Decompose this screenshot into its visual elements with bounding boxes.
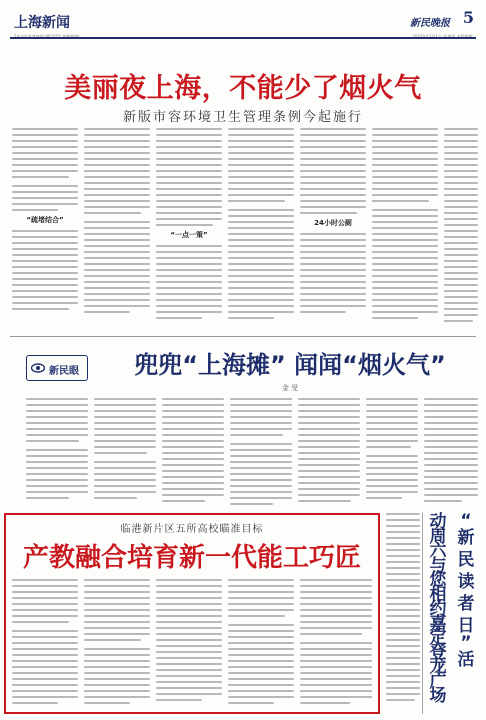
xinmin-eye-tag <box>26 355 88 381</box>
article2-column-2 <box>94 398 156 506</box>
sidebar-title-char: 约 <box>429 599 447 619</box>
masthead <box>10 6 476 36</box>
sidebar-title-char: 龙 <box>429 657 447 677</box>
article1-subheading-1: “疏堵结合” <box>26 216 64 224</box>
article3-column-1 <box>12 579 78 711</box>
article2-column-4 <box>230 398 292 506</box>
sidebar-title-char: “ <box>460 511 472 531</box>
article2-column-5 <box>298 398 360 506</box>
sidebar-title <box>424 511 480 711</box>
article1-column-4 <box>228 128 294 328</box>
sidebar-title-char: 读 <box>457 572 475 592</box>
page-number: 5 <box>462 8 474 27</box>
article1-column-5 <box>300 128 366 328</box>
sidebar-brief <box>386 513 480 714</box>
sidebar-title-char: 者 <box>457 594 475 614</box>
sidebar-title-char: 广 <box>429 671 447 692</box>
article1-headline: 美丽夜上海，不能少了烟火气 <box>64 73 422 104</box>
sidebar-title-char: 相 <box>429 584 447 605</box>
tag-label: 新民眼 <box>49 366 79 377</box>
article3-column-3 <box>156 579 222 711</box>
article1-column-1 <box>12 128 78 328</box>
sidebar-title-char: 您 <box>429 570 447 590</box>
article1-column-7 <box>444 128 478 328</box>
sidebar-title-char: 民 <box>457 550 475 570</box>
section-divider-1 <box>10 336 476 337</box>
sidebar-title-char: 新 <box>457 528 475 548</box>
article1-column-6 <box>372 128 438 328</box>
sidebar-title-char: 动 <box>429 512 447 532</box>
sidebar-title-char: 登 <box>429 642 447 663</box>
sidebar-title-char: 活 <box>457 650 475 670</box>
brand-logo: 新民晚报 <box>410 18 450 29</box>
article3-box <box>4 513 380 714</box>
masthead-rule <box>10 37 476 39</box>
article1-column-3 <box>156 128 222 328</box>
sidebar-title-char: 日 <box>457 616 475 636</box>
sidebar-rule <box>422 513 423 714</box>
article3-kicker: 临港新片区五所高校瞄准目标 <box>120 524 264 535</box>
article2-column-7 <box>424 398 478 506</box>
eye-icon <box>31 361 45 375</box>
sidebar-title-char: 定 <box>429 628 447 648</box>
sidebar-title-char: ” <box>460 633 472 653</box>
sidebar-title-col-1 <box>424 512 452 706</box>
article1-subhead: 新版市容环境卫生管理条例今起施行 <box>122 110 363 125</box>
article2-column-3 <box>162 398 224 506</box>
article2-column-6 <box>366 398 418 506</box>
article1-subheading-3: 24小时公厕 <box>314 219 352 227</box>
article1-column-2 <box>84 128 150 328</box>
sidebar-title-char: 嘉 <box>429 613 447 634</box>
article2-headline: 兜兜“上海摊” 闻闻“烟火气” <box>134 351 446 379</box>
article2-column-1 <box>26 398 88 506</box>
article2-byline: 金 旻 <box>281 384 299 392</box>
article3-column-4 <box>228 579 294 711</box>
article3-column-2 <box>84 579 150 711</box>
sidebar-title-col-2 <box>452 511 480 671</box>
sidebar-title-char: 周 <box>429 526 447 547</box>
article3-column-5 <box>300 579 372 711</box>
sidebar-text <box>386 513 420 714</box>
section-name: 上海新闻 <box>14 15 70 31</box>
sidebar-title-char: 与 <box>429 555 447 576</box>
article1-subheading-2: “一点一策” <box>170 231 208 239</box>
article3-headline: 产教融合培育新一代能工巧匠 <box>22 543 361 573</box>
sidebar-title-char: 六 <box>429 541 447 561</box>
sidebar-title-char: 场 <box>429 686 447 706</box>
